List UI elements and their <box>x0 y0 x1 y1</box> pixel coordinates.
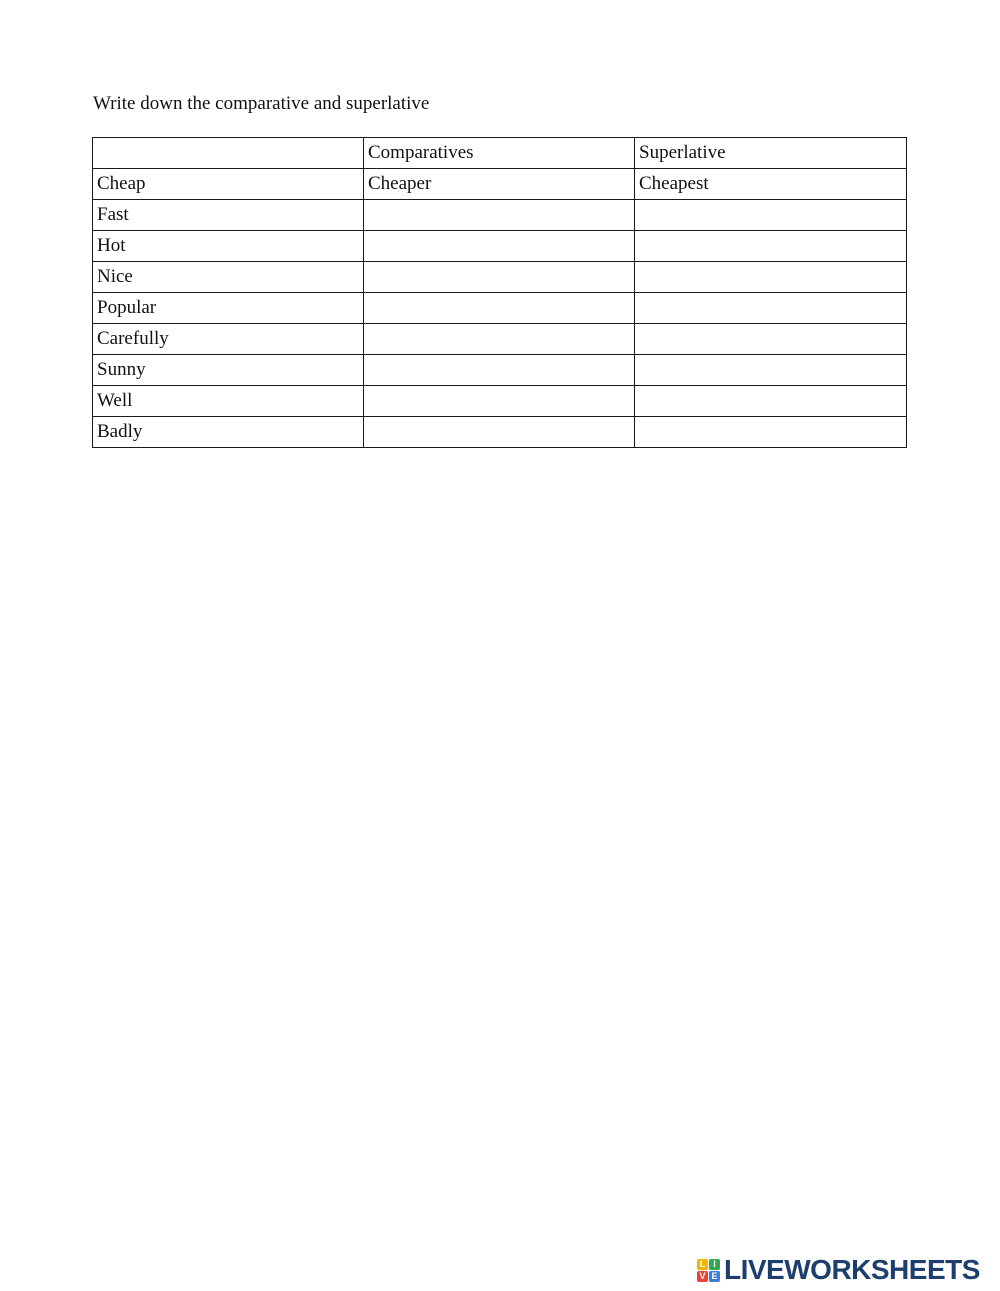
table-row <box>93 293 907 324</box>
badge-letter-v: V <box>697 1271 708 1282</box>
table-row <box>93 262 907 293</box>
superlative-cell: Cheapest <box>635 169 907 200</box>
header-cell-superlative: Superlative <box>635 138 907 169</box>
adjective-cell: Cheap <box>93 169 364 200</box>
superlative-answer-cell[interactable] <box>635 386 907 417</box>
table-row <box>93 417 907 448</box>
adjective-cell: Hot <box>93 231 364 262</box>
header-cell-blank <box>93 138 364 169</box>
comparative-answer-cell[interactable] <box>364 386 635 417</box>
adjective-cell: Well <box>93 386 364 417</box>
table-row <box>93 324 907 355</box>
comparative-answer-cell[interactable] <box>364 293 635 324</box>
superlative-answer-cell[interactable] <box>635 324 907 355</box>
table-header-row <box>93 138 907 169</box>
superlative-answer-cell[interactable] <box>635 417 907 448</box>
comparative-answer-cell[interactable] <box>364 324 635 355</box>
table-row <box>93 386 907 417</box>
logo-wordmark: LIVEWORKSHEETS <box>724 1254 980 1285</box>
instruction-text: Write down the comparative and superlative <box>93 93 430 114</box>
comparative-cell: Cheaper <box>364 169 635 200</box>
comparative-answer-cell[interactable] <box>364 262 635 293</box>
adjective-cell: Popular <box>93 293 364 324</box>
adjective-cell: Badly <box>93 417 364 448</box>
superlative-answer-cell[interactable] <box>635 200 907 231</box>
table-row <box>93 231 907 262</box>
table-row <box>93 169 907 200</box>
badge-letter-l: L <box>697 1259 708 1270</box>
table-row <box>93 355 907 386</box>
comparative-answer-cell[interactable] <box>364 417 635 448</box>
superlative-answer-cell[interactable] <box>635 262 907 293</box>
table-row <box>93 200 907 231</box>
adjective-cell: Sunny <box>93 355 364 386</box>
liveworksheets-logo[interactable] <box>697 1255 980 1285</box>
comparatives-table <box>92 137 907 448</box>
badge-letter-e: E <box>709 1271 720 1282</box>
superlative-answer-cell[interactable] <box>635 355 907 386</box>
superlative-answer-cell[interactable] <box>635 293 907 324</box>
superlative-answer-cell[interactable] <box>635 231 907 262</box>
table-body <box>93 138 907 448</box>
live-badge-icon <box>697 1259 720 1282</box>
header-cell-comparatives: Comparatives <box>364 138 635 169</box>
comparative-answer-cell[interactable] <box>364 200 635 231</box>
adjective-cell: Fast <box>93 200 364 231</box>
adjective-cell: Nice <box>93 262 364 293</box>
comparative-answer-cell[interactable] <box>364 355 635 386</box>
badge-letter-i: I <box>709 1259 720 1270</box>
adjective-cell: Carefully <box>93 324 364 355</box>
comparative-answer-cell[interactable] <box>364 231 635 262</box>
